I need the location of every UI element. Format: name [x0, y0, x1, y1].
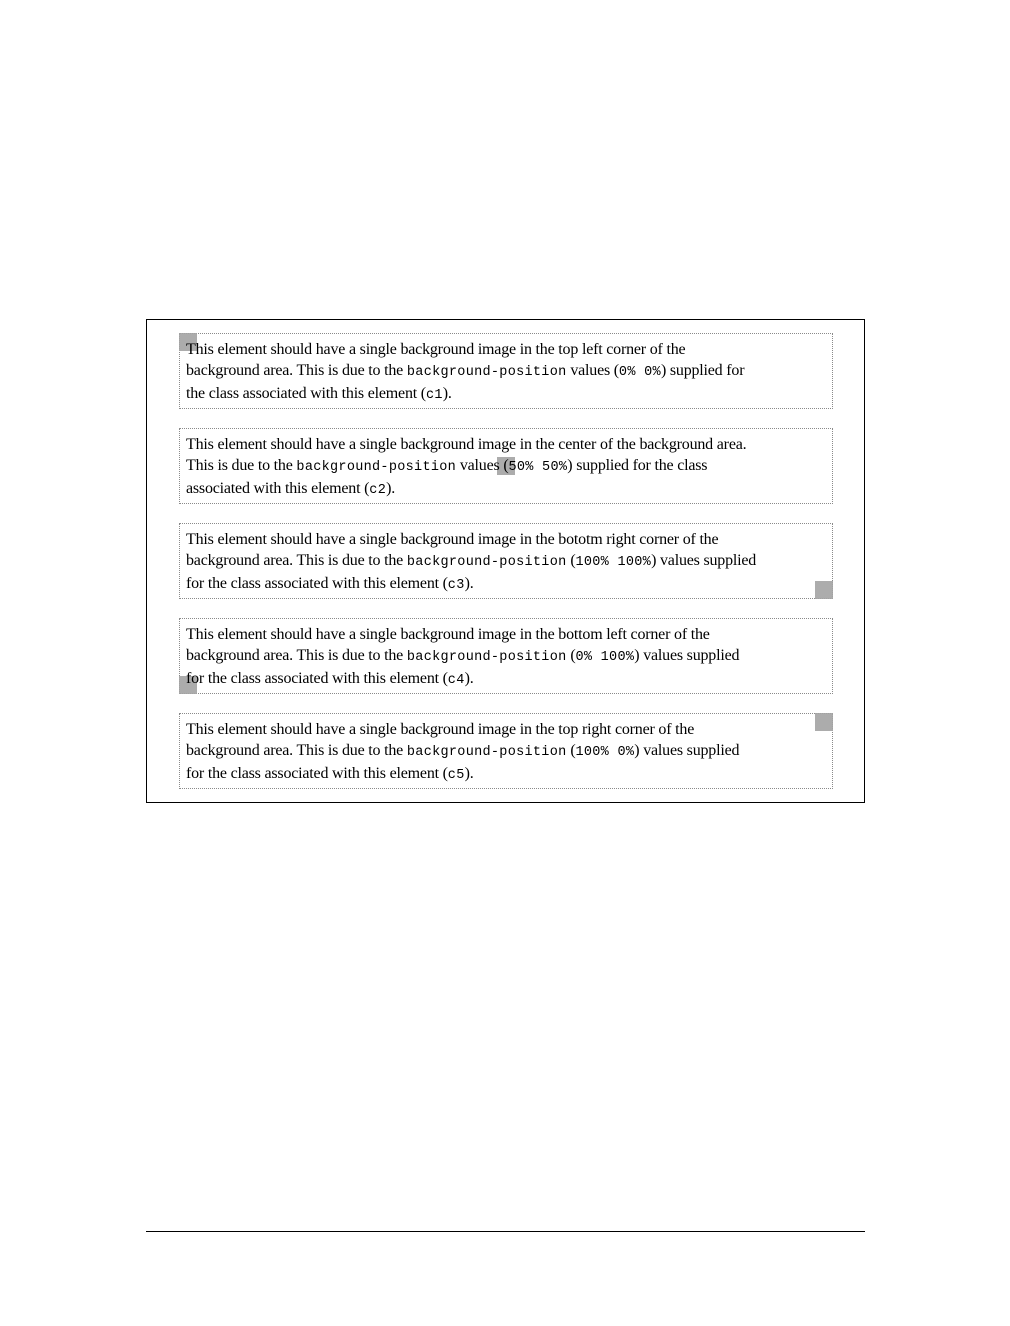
- text-line: [186, 478, 826, 501]
- text-line: [186, 550, 826, 573]
- text-line: [186, 529, 826, 550]
- text-fragment: background area. This is due to the: [186, 647, 407, 664]
- text-line: [186, 573, 826, 596]
- code-fragment: background-position: [406, 745, 567, 760]
- code-fragment: 100% 100%: [575, 555, 652, 570]
- code-fragment: background-position: [406, 555, 567, 570]
- text-line: [186, 624, 826, 645]
- text-fragment: background area. This is due to the: [186, 362, 407, 379]
- text-fragment: ) values supplied: [634, 647, 740, 664]
- code-fragment: 50% 50%: [508, 460, 568, 475]
- text-fragment: values (: [456, 457, 509, 474]
- text-line: [186, 719, 826, 740]
- text-fragment: This element should have a single background image in the center of the background area.: [186, 436, 747, 453]
- text-fragment: (: [566, 647, 576, 664]
- text-fragment: ) supplied for the class: [567, 457, 708, 474]
- text-fragment: This element should have a single background image in the bototm right corner of the: [186, 531, 719, 548]
- text-fragment: values (: [566, 362, 619, 379]
- text-fragment: This element should have a single background image in the top left corner of the: [186, 341, 686, 358]
- text-fragment: This element should have a single background image in the bottom left corner of the: [186, 626, 710, 643]
- code-fragment: 0% 100%: [575, 650, 635, 665]
- text-fragment: for the class associated with this element (: [186, 670, 448, 687]
- text-line: [186, 668, 826, 691]
- text-fragment: ).: [464, 765, 474, 782]
- code-fragment: 0% 0%: [618, 365, 661, 380]
- text-fragment: This element should have a single background image in the top right corner of the: [186, 721, 695, 738]
- text-line: [186, 645, 826, 668]
- test-box-c2: [179, 428, 833, 504]
- code-fragment: background-position: [406, 365, 567, 380]
- text-fragment: background area. This is due to the: [186, 742, 407, 759]
- code-fragment: c3: [447, 578, 465, 593]
- text-line: [186, 740, 826, 763]
- text-fragment: (: [566, 552, 576, 569]
- test-box-c3: [179, 523, 833, 599]
- text-line: [186, 763, 826, 786]
- text-line: [186, 455, 826, 478]
- code-fragment: c2: [369, 483, 387, 498]
- code-fragment: 100% 0%: [575, 745, 635, 760]
- test-box-c1: [179, 333, 833, 409]
- text-fragment: ).: [464, 670, 474, 687]
- text-fragment: ) supplied for: [660, 362, 745, 379]
- text-fragment: background area. This is due to the: [186, 552, 407, 569]
- text-fragment: ) values supplied: [634, 742, 740, 759]
- test-frame: [146, 319, 865, 803]
- text-fragment: the class associated with this element (: [186, 385, 426, 402]
- text-line: [186, 360, 826, 383]
- text-fragment: ).: [464, 575, 474, 592]
- text-fragment: ) values supplied: [651, 552, 757, 569]
- code-fragment: c4: [447, 673, 465, 688]
- footer-rule: [146, 1231, 865, 1232]
- text-fragment: for the class associated with this element (: [186, 575, 448, 592]
- code-fragment: c5: [447, 768, 465, 783]
- text-fragment: ).: [442, 385, 452, 402]
- text-fragment: This is due to the: [186, 457, 297, 474]
- code-fragment: c1: [425, 388, 443, 403]
- text-line: [186, 383, 826, 406]
- test-box-c5: [179, 713, 833, 789]
- text-line: [186, 434, 826, 455]
- text-fragment: associated with this element (: [186, 480, 370, 497]
- code-fragment: background-position: [406, 650, 567, 665]
- text-line: [186, 339, 826, 360]
- test-box-c4: [179, 618, 833, 694]
- text-fragment: for the class associated with this element (: [186, 765, 448, 782]
- text-fragment: (: [566, 742, 576, 759]
- text-fragment: ).: [386, 480, 396, 497]
- code-fragment: background-position: [296, 460, 457, 475]
